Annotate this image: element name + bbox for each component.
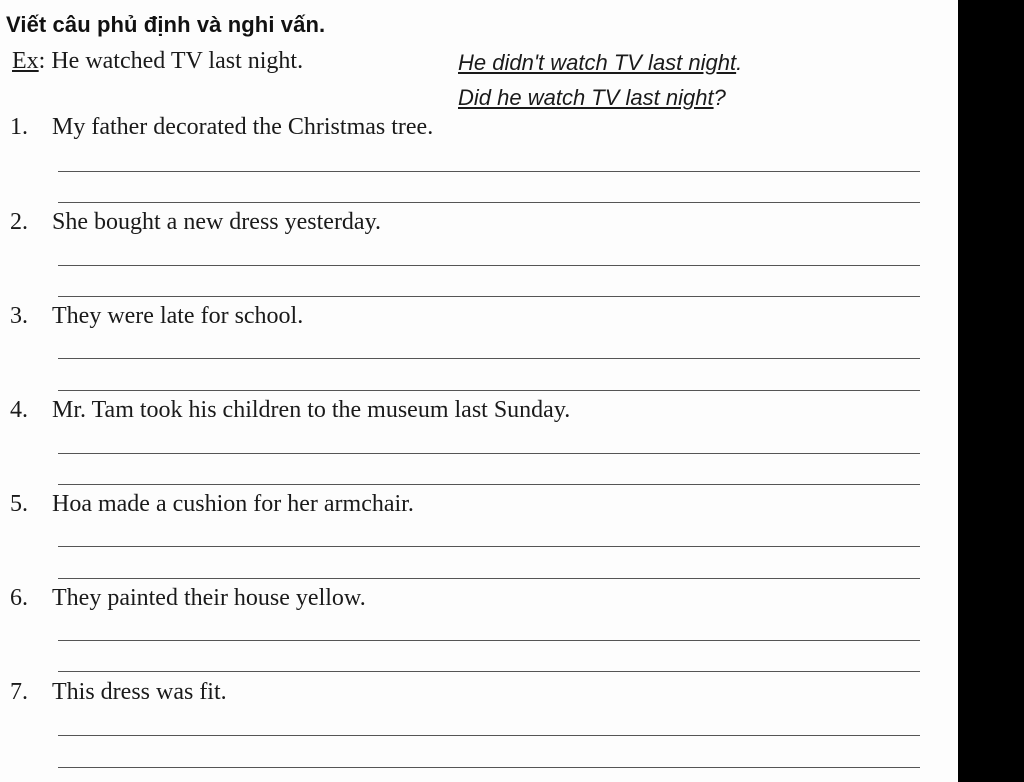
item-number: 1. xyxy=(10,114,28,140)
item-number: 5. xyxy=(10,491,28,517)
answer-line-4a[interactable] xyxy=(58,453,920,454)
answer-line-7b[interactable] xyxy=(58,767,920,768)
example-negative-text: He didn't watch TV last night xyxy=(458,50,737,75)
worksheet-title: Viết câu phủ định và nghi vấn. xyxy=(6,12,326,37)
item-number: 6. xyxy=(10,585,28,611)
exercise-item-1 xyxy=(10,114,433,141)
item-number: 7. xyxy=(10,679,28,705)
example-negative-end: . xyxy=(736,50,743,75)
example-question-text: Did he watch TV last night xyxy=(458,85,714,110)
answer-line-3b[interactable] xyxy=(58,390,920,391)
item-sentence: They were late for school. xyxy=(52,303,304,329)
answer-line-6b[interactable] xyxy=(58,671,920,672)
example-question-answer xyxy=(458,85,726,111)
answer-line-1a[interactable] xyxy=(58,171,920,172)
answer-line-7a[interactable] xyxy=(58,735,920,736)
exercise-item-4 xyxy=(10,397,570,424)
example-label: Ex xyxy=(12,48,39,74)
exercise-item-5 xyxy=(10,491,414,518)
item-number: 3. xyxy=(10,303,28,329)
item-sentence: They painted their house yellow. xyxy=(52,585,366,611)
answer-line-4b[interactable] xyxy=(58,484,920,485)
item-sentence: This dress was fit. xyxy=(52,679,227,705)
exercise-item-6 xyxy=(10,585,366,612)
answer-line-3a[interactable] xyxy=(58,358,920,359)
answer-line-2b[interactable] xyxy=(58,296,920,297)
answer-line-2a[interactable] xyxy=(58,265,920,266)
item-sentence: My father decorated the Christmas tree. xyxy=(52,114,434,140)
answer-line-5b[interactable] xyxy=(58,578,920,579)
example-sentence: : He watched TV last night. xyxy=(38,48,304,74)
item-sentence: She bought a new dress yesterday. xyxy=(52,209,382,235)
item-sentence: Hoa made a cushion for her armchair. xyxy=(52,491,414,517)
example-question-end: ? xyxy=(713,85,726,110)
example-row xyxy=(12,48,303,75)
example-negative-answer xyxy=(458,50,742,76)
item-number: 4. xyxy=(10,397,28,423)
exercise-item-3 xyxy=(10,303,303,330)
scan-border xyxy=(958,0,1024,782)
answer-line-6a[interactable] xyxy=(58,640,920,641)
exercise-item-2 xyxy=(10,209,381,236)
item-sentence: Mr. Tam took his children to the museum last Sunday. xyxy=(52,397,571,423)
item-number: 2. xyxy=(10,209,28,235)
exercise-item-7 xyxy=(10,679,227,706)
answer-line-5a[interactable] xyxy=(58,546,920,547)
answer-line-1b[interactable] xyxy=(58,202,920,203)
